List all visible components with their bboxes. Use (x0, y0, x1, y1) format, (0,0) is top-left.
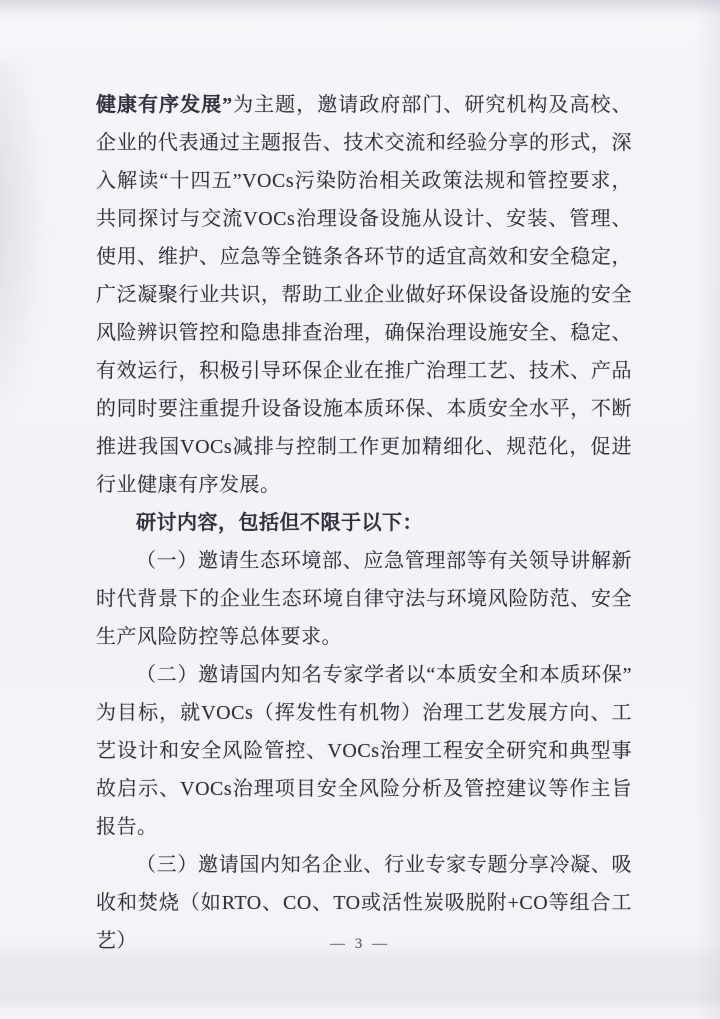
paragraph-bold-lead: 研讨内容，包括但不限于以下： (136, 512, 423, 534)
paragraph (96, 504, 632, 542)
paragraph-bold-lead: 健康有序发展” (96, 94, 233, 116)
scan-smudge-left (0, 60, 50, 440)
scan-edge-shadow-top (0, 0, 720, 14)
paragraph (96, 656, 632, 846)
scan-edge-shadow-right (694, 0, 720, 1019)
paragraph (96, 542, 632, 656)
paragraph (96, 86, 632, 504)
document-body (96, 86, 632, 960)
paragraph-text: 为主题，邀请政府部门、研究机构及高校、企业的代表通过主题报告、技术交流和经验分享的形式，深入解读“十四五”VOCs污染防治相关政策法规和管控要求，共同探讨与交流VOCs治理设备设施从设计、安装、管理、使用、维护、应急等全链条各环节的适宜高效和安全稳定，广泛凝聚行业共识，帮助工业企业做好环保设备设施的安全风险辨识管控和隐患排查治理，确保治理设施安全、稳定、有效运行，积极引导环保企业在推广治理工艺、技术、产品的同时要注重提升设备设施本质环保、本质安全水平，不断推进我国VOCs减排与控制工作更加精细化、规范化，促进行业健康有序发展。 (96, 94, 633, 496)
paragraph-text: （三）邀请国内知名企业、行业专家专题分享冷凝、吸收和焚烧（如RTO、CO、TO或活性炭吸脱附+CO等组合工艺） (96, 854, 632, 952)
paragraph-text: （二）邀请国内知名专家学者以“本质安全和本质环保”为目标，就VOCs（挥发性有机物）治理工艺发展方向、工艺设计和安全风险管控、VOCs治理工程安全研究和典型事故启示、VOCs治理项目安全风险分析及管控建议等作主旨报告。 (96, 664, 632, 838)
paragraph-text: （一）邀请生态环境部、应急管理部等有关领导讲解新时代背景下的企业生态环境自律守法与环境风险防范、安全生产风险防控等总体要求。 (96, 550, 632, 648)
page-number: — 3 — (330, 936, 390, 952)
